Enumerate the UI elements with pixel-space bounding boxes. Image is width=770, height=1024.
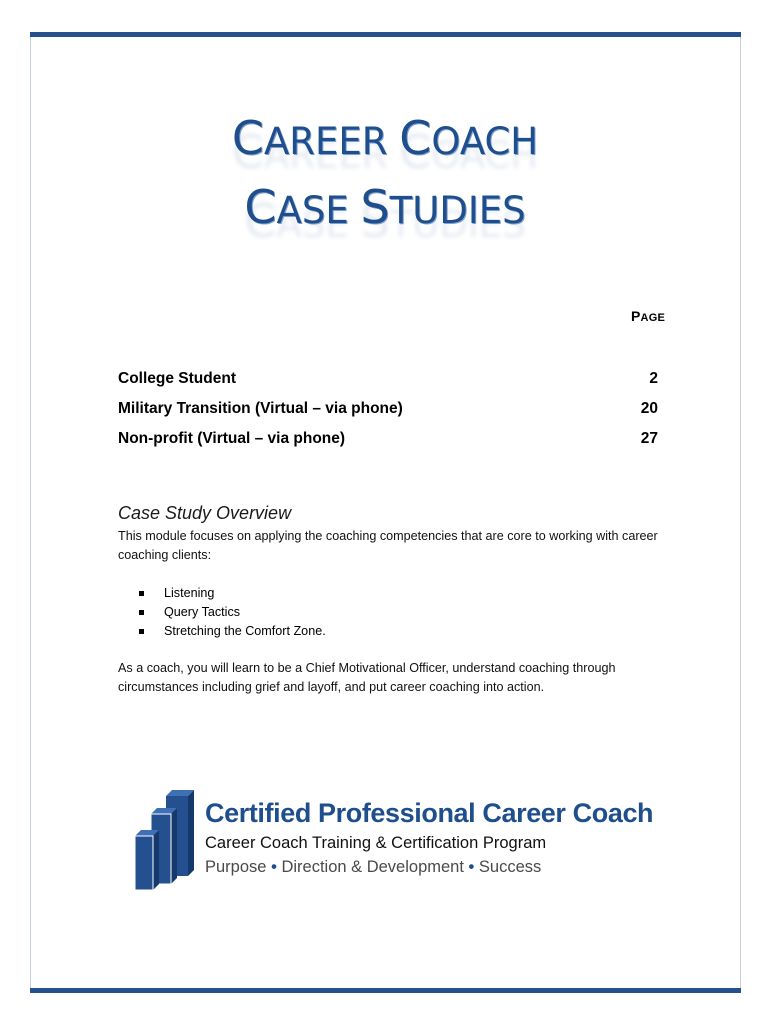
toc-entry[interactable] <box>118 424 658 454</box>
page-border-top <box>30 32 741 37</box>
title-line-2: CASE STUDIES <box>244 180 526 234</box>
list-item: Query Tactics <box>137 603 326 622</box>
bullet-icon <box>139 591 144 596</box>
table-of-contents <box>118 364 658 454</box>
bar-chart-logo-icon <box>132 786 196 892</box>
toc-entry-page: 27 <box>640 430 658 447</box>
toc-entry-label: Military Transition (Virtual – via phone) <box>118 400 403 417</box>
list-item: Stretching the Comfort Zone. <box>137 622 326 641</box>
overview-heading: Case Study Overview <box>118 503 292 523</box>
overview-intro: This module focuses on applying the coaching competencies that are core to working with career coaching clients: <box>118 529 658 562</box>
bullet-icon <box>139 610 144 615</box>
toc-entry[interactable] <box>118 394 658 424</box>
logo-subtitle: Career Coach Training & Certification Program <box>205 834 547 852</box>
overview-closing: As a coach, you will learn to be a Chief Motivational Officer, understand coaching through circumstances including grief and layoff, and put career coaching into action. <box>118 661 616 694</box>
toc-entry-page: 2 <box>649 370 658 387</box>
logo-tagline: Purpose • Direction & Development • Success <box>205 858 542 876</box>
toc-entry-page: 20 <box>640 400 658 417</box>
competency-list <box>137 584 326 641</box>
toc-page-header: PAGE <box>631 308 665 324</box>
list-item: Listening <box>137 584 326 603</box>
toc-entry-label: College Student <box>118 370 236 387</box>
logo-title: Certified Professional Career Coach <box>205 798 654 828</box>
title-line-1: CAREER COACH <box>231 111 539 165</box>
page-border-bottom <box>30 988 741 993</box>
toc-entry[interactable] <box>118 364 658 394</box>
bullet-icon <box>139 629 144 634</box>
toc-entry-label: Non-profit (Virtual – via phone) <box>118 430 346 447</box>
